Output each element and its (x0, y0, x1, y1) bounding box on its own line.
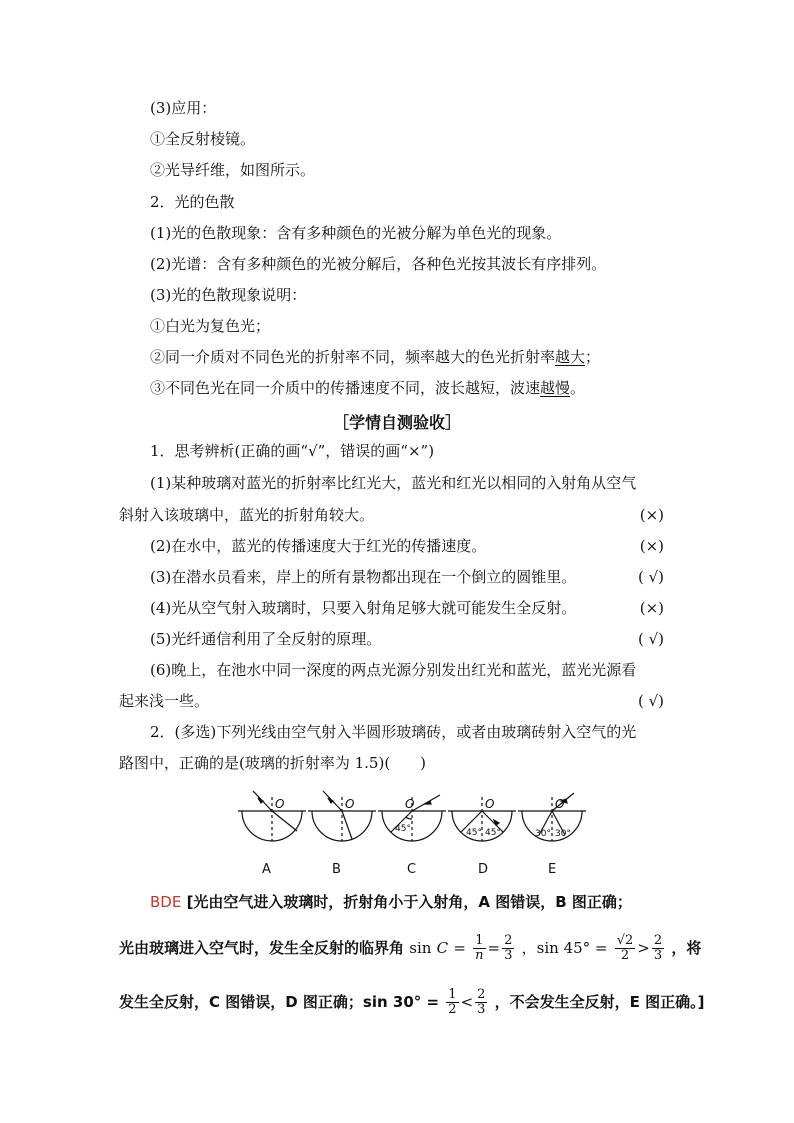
diagram-e (518, 793, 586, 841)
q1-s2: (2)在水中，蓝光的传播速度大于红光的传播速度。 (150, 537, 487, 555)
diagram-label-d: D (478, 862, 489, 877)
diagram-a-center: O (275, 797, 285, 811)
answer-line-2-mid: ，sin 45° = (521, 939, 608, 957)
dispersion-item1: ①白光为复色光； (150, 317, 271, 335)
diagram-c-angle: 45° (395, 824, 411, 834)
answer-line-1-text: [光由空气进入玻璃时，折射角小于入射角，A 图错误，B 图正确； (186, 893, 632, 911)
q1-mark-3: ( √) (637, 568, 664, 586)
dispersion-item2 (150, 347, 600, 367)
q1-mark-4: (×) (639, 599, 664, 617)
diagram-e-angle-left: 30° (535, 829, 551, 839)
frac-num: 2 (477, 987, 486, 1002)
diagram-c (378, 795, 446, 841)
frac-num: 1 (473, 934, 485, 949)
q1-s1-line1: (1)某种玻璃对蓝光的折射率比红光大，蓝光和红光以相同的入射角从空气 (150, 474, 637, 492)
diagram-e-angle-right: 30° (555, 829, 571, 839)
frac-num: 1 (448, 987, 457, 1002)
q1-s5: (5)光纤通信利用了全反射的原理。 (150, 630, 382, 648)
frac-num: 2 (504, 933, 513, 948)
q1-s3: (3)在潜水员看来，岸上的所有景物都出现在一个倒立的圆锥里。 (150, 568, 577, 586)
q2-stem-line2: 路图中，正确的是(玻璃的折射率为 1.5)( ) (119, 754, 427, 772)
frac-den: 3 (504, 948, 513, 963)
q2-stem-line1: 2．(多选)下列光线由空气射入半圆形玻璃砖，或者由玻璃砖射入空气的光 (150, 723, 637, 741)
dispersion-item3-end: 。 (570, 379, 586, 397)
fraction-1-over-2 (446, 988, 458, 1017)
application-item-fiber: ②光导纤维，如图所示。 (150, 161, 316, 179)
section-heading-text: 学情自测验收 (348, 413, 445, 432)
frac-num: 2 (653, 933, 663, 948)
q1-mark-6: ( √) (637, 692, 664, 710)
right-bracket: ］ (445, 413, 462, 432)
q1-mark-5: ( √) (637, 630, 664, 648)
answer-line-3-text: 发生全反射，C 图错误，D 图正确；sin 30° = (119, 993, 440, 1011)
frac-den: 2 (620, 948, 630, 963)
frac-den: 3 (477, 1002, 486, 1017)
q1-s6-line2: 起来浅一些。 (119, 692, 210, 710)
diagram-d-angle-left: 45° (466, 828, 482, 838)
section-heading (0, 410, 794, 433)
diagram-a (238, 791, 306, 841)
dispersion-title: 2．光的色散 (150, 193, 235, 211)
diagram-e-center: O (555, 797, 565, 811)
greater-than: > (637, 939, 650, 957)
fraction-1-over-n (473, 934, 485, 963)
dispersion-item3 (150, 378, 585, 398)
diagram-d-center: O (485, 797, 495, 811)
less-than: < (460, 993, 474, 1011)
answer-line-3 (119, 988, 704, 1017)
equals-sign: = (453, 939, 466, 957)
answer-line-2: 光由玻璃进入空气时，发生全反射的临界角 sin C = $\frac{1}{n}$ = $\frac{2}{3}$ ，sin 45° = $\frac{√2}{2}$ > $\frac{2}{3}$ ，将 (119, 933, 702, 963)
application-item-prism: ①全反射棱镜。 (150, 130, 256, 148)
dispersion-p3: (3)光的色散现象说明： (150, 286, 307, 304)
critical-angle-c: C (436, 939, 449, 957)
answer-code: BDE (150, 893, 182, 911)
sin-label: sin (409, 939, 432, 957)
q1-s1-line2: 斜射入该玻璃中，蓝光的折射角较大。 (119, 506, 375, 524)
frac-den: n (475, 948, 484, 963)
diagram-label-b: B (332, 862, 341, 877)
application-heading: (3)应用： (150, 99, 217, 117)
diagram-label-c: C (407, 862, 417, 877)
diagram-b (308, 791, 376, 841)
fraction-2-over-3 (652, 934, 664, 963)
frac-den: 2 (448, 1002, 457, 1017)
dispersion-p2: (2)光谱：含有多种颜色的光被分解后，各种色光按其波长有序排列。 (150, 255, 607, 273)
fraction-2-over-3 (502, 934, 514, 963)
q1-stem: 1．思考辨析(正确的画“√”，错误的画“×”) (150, 442, 435, 460)
frac-den: 3 (653, 948, 663, 963)
left-bracket: ［ (332, 413, 349, 432)
frac-num: √2 (616, 933, 634, 948)
q1-mark-1: (×) (639, 506, 664, 524)
q1-s4: (4)光从空气射入玻璃时，只要入射角足够大就可能发生全反射。 (150, 599, 577, 617)
answer-line-3-end: ，不会发生全反射，E 图正确。] (494, 993, 705, 1011)
dispersion-item3-text: ③不同色光在同一介质中的传播速度不同，波长越短，波速 (150, 379, 541, 397)
dispersion-item3-underlined: 越慢 (540, 379, 571, 397)
dispersion-item2-text: ②同一介质对不同色光的折射率不同，频率越大的色光折射率 (150, 348, 556, 366)
dispersion-p1: (1)光的色散现象：含有多种颜色的光被分解为单色光的现象。 (150, 224, 562, 242)
diagram-b-center: O (345, 797, 355, 811)
fraction-sqrt2-over-2 (615, 934, 636, 963)
dispersion-item2-underlined: 越大 (555, 348, 586, 366)
diagram-d-angle-right: 45° (485, 828, 501, 838)
q1-mark-2: (×) (639, 537, 664, 555)
diagram-d (448, 797, 516, 841)
answer-line-1 (150, 891, 632, 913)
diagram-label-e: E (548, 862, 557, 877)
refraction-diagrams (0, 783, 794, 883)
q1-s6-line1: (6)晚上，在池水中同一深度的两点光源分别发出红光和蓝光，蓝光光源看 (150, 661, 637, 679)
diagram-c-center: O (405, 797, 415, 811)
diagram-label-a: A (262, 862, 271, 877)
answer-line-2-text: 光由玻璃进入空气时，发生全反射的临界角 (119, 939, 405, 957)
fraction-2-over-3 (475, 988, 487, 1017)
dispersion-item2-end: ； (585, 348, 601, 366)
answer-line-2-end: ，将 (671, 939, 702, 957)
